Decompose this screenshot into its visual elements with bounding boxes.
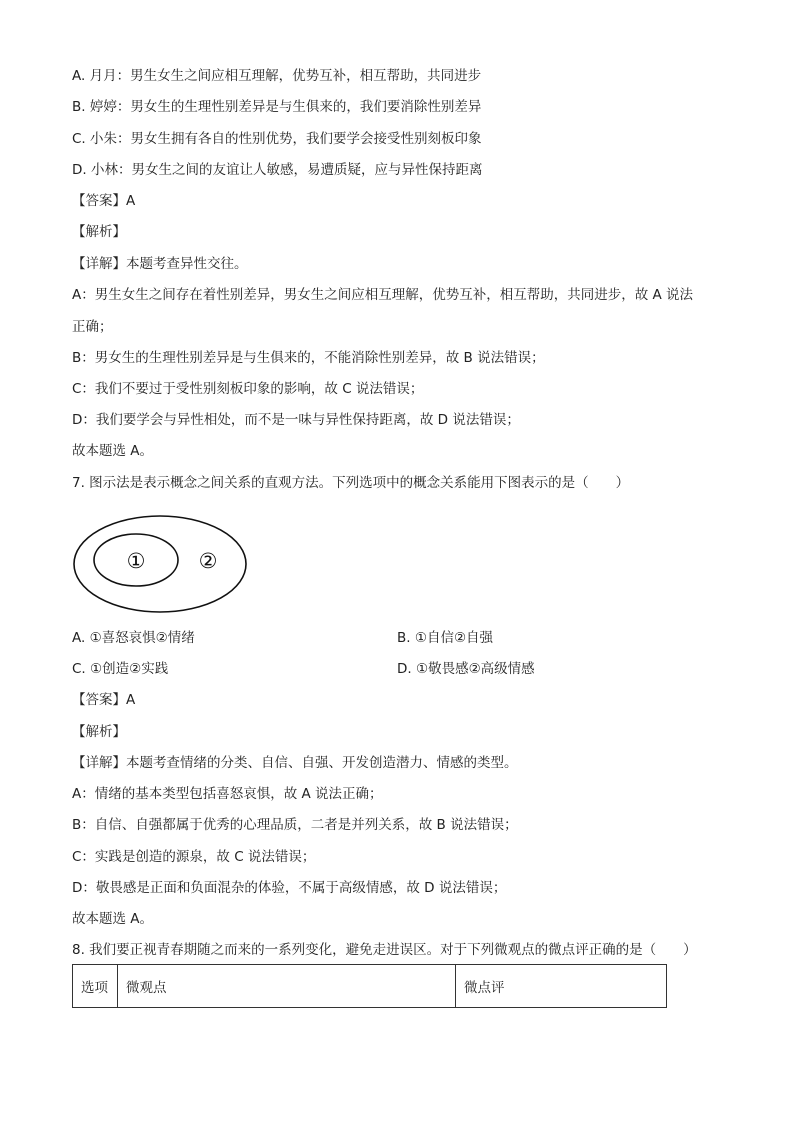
q6-analysis-label: 【解析】 bbox=[72, 224, 126, 240]
table-header-row bbox=[73, 965, 667, 1008]
header-option: 选项 bbox=[73, 965, 118, 1008]
q6-answer: 【答案】A bbox=[72, 193, 136, 209]
q7-answer: 【答案】A bbox=[72, 692, 136, 708]
q6-detail: 【详解】本题考查异性交往。 bbox=[72, 256, 248, 272]
q7-stem: 7. 图示法是表示概念之间关系的直观方法。下列选项中的概念关系能用下图表示的是（ ） bbox=[72, 475, 630, 491]
q7-conclusion: 故本题选 A。 bbox=[72, 911, 154, 927]
q7-analysis-label: 【解析】 bbox=[72, 724, 126, 740]
q7-option-c: C. ①创造②实践 bbox=[72, 661, 169, 677]
q6-option-d: D. 小林：男女生之间的友谊让人敏感，易遭质疑，应与异性保持距离 bbox=[72, 162, 483, 178]
header-micro-comment: 微点评 bbox=[456, 965, 667, 1008]
q7-explanation-c: C：实践是创造的源泉，故 C 说法错误； bbox=[72, 849, 316, 865]
q6-option-c: C. 小朱：男女生拥有各自的性别优势，我们要学会接受性别刻板印象 bbox=[72, 131, 482, 147]
q7-explanation-b: B：自信、自强都属于优秀的心理品质，二者是并列关系，故 B 说法错误； bbox=[72, 817, 518, 833]
q7-explanation-a: A：情绪的基本类型包括喜怒哀惧，故 A 说法正确； bbox=[72, 786, 383, 802]
q6-explanation-a-continued: 正确； bbox=[72, 319, 113, 335]
inner-ellipse-label: ① bbox=[126, 549, 146, 573]
q7-detail: 【详解】本题考查情绪的分类、自信、自强、开发创造潜力、情感的类型。 bbox=[72, 755, 518, 771]
q7-option-d: D. ①敬畏感②高级情感 bbox=[397, 661, 535, 677]
q6-explanation-a: A：男生女生之间存在着性别差异，男女生之间应相互理解，优势互补，相互帮助，共同进步，故 A 说法 bbox=[72, 287, 694, 303]
q7-option-a: A. ①喜怒哀惧②情绪 bbox=[72, 630, 195, 646]
q7-explanation-d: D：敬畏感是正面和负面混杂的体验，不属于高级情感，故 D 说法错误； bbox=[72, 880, 507, 896]
q8-stem: 8. 我们要正视青春期随之而来的一系列变化，避免走进误区。对于下列微观点的微点评正确的是（ ） bbox=[72, 942, 697, 958]
q6-option-b: B. 婷婷：男女生的生理性别差异是与生俱来的，我们要消除性别差异 bbox=[72, 99, 482, 115]
q6-explanation-d: D：我们要学会与异性相处，而不是一味与异性保持距离，故 D 说法错误； bbox=[72, 412, 520, 428]
q7-option-b: B. ①自信②自强 bbox=[397, 630, 494, 646]
q8-table bbox=[72, 964, 667, 1008]
outer-ellipse-label: ② bbox=[198, 549, 218, 573]
q6-option-a: A. 月月：男生女生之间应相互理解，优势互补，相互帮助，共同进步 bbox=[72, 68, 482, 84]
q6-explanation-c: C：我们不要过于受性别刻板印象的影响，故 C 说法错误； bbox=[72, 381, 424, 397]
q6-explanation-b: B：男女生的生理性别差异是与生俱来的，不能消除性别差异，故 B 说法错误； bbox=[72, 350, 545, 366]
header-micro-viewpoint: 微观点 bbox=[118, 965, 456, 1008]
q6-conclusion: 故本题选 A。 bbox=[72, 443, 154, 459]
outer-ellipse bbox=[74, 516, 246, 612]
q7-concept-diagram bbox=[72, 512, 250, 616]
